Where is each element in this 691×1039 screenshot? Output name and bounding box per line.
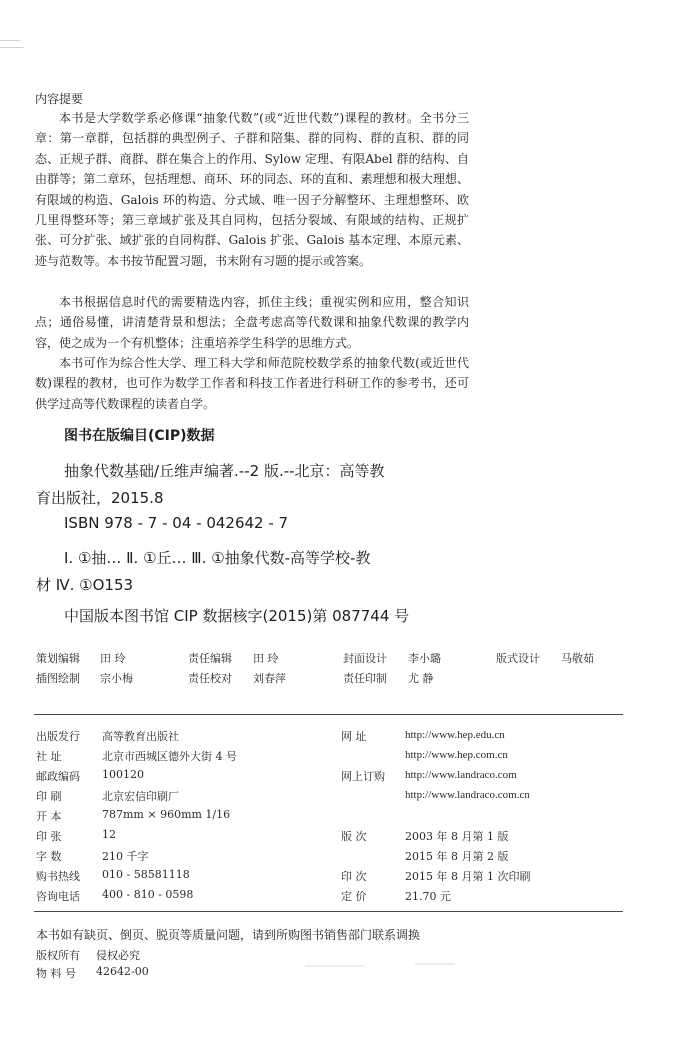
pub-value: 100120 [102, 768, 144, 781]
rights-label: 版权所有 [36, 949, 80, 962]
divider-top [34, 714, 623, 715]
cip-record-number: 中国版本图书馆 CIP 数据核字(2015)第 087744 号 [64, 607, 410, 625]
cip-isbn: ISBN 978 - 7 - 04 - 042642 - 7 [64, 514, 289, 532]
cip-class-line-1: Ⅰ. ①抽… Ⅱ. ①丘… Ⅲ. ①抽象代数-高等学校-教 [64, 549, 371, 567]
staff-role: 责任印制 [343, 672, 387, 685]
scan-mark [305, 965, 365, 967]
pub-label: 定 价 [341, 890, 367, 903]
pub-value: 高等教育出版社 [102, 730, 179, 743]
pub-value: 010 - 58581118 [102, 868, 190, 881]
scan-mark [0, 47, 24, 48]
material-number: 42642-00 [96, 965, 149, 978]
price-value: 21.70 元 [405, 890, 451, 903]
pub-label: 网 址 [341, 730, 367, 743]
pub-label: 邮政编码 [36, 770, 80, 783]
pub-label: 印 刷 [36, 790, 62, 803]
pub-label: 字 数 [36, 850, 62, 863]
staff-role: 策划编辑 [36, 652, 80, 665]
pub-value: 2003 年 8 月第 1 版 [405, 830, 509, 843]
staff-role: 责任校对 [188, 672, 232, 685]
divider-bottom [34, 911, 623, 912]
pub-label: 社 址 [36, 750, 62, 763]
pub-value: 北京宏信印刷厂 [102, 790, 179, 803]
pub-label: 网上订购 [341, 770, 385, 783]
staff-name: 田 玲 [253, 652, 279, 665]
staff-role: 插图绘制 [36, 672, 80, 685]
summary-paragraph-1: 本书是大学数学系必修课“抽象代数”(或“近世代数”)课程的教材。全书分三章：第一章群，包括群的典型例子、子群和陪集、群的同构、群的直积、群的同态、正规子群、商群、群在集合上的作用、Sylow 定理、有限Abel 群的结构、自由群等；第二章环，包括理想、商环、环的同态、环的直和、素理想和极大理想、有限域的构造、Galois 环的构造、分式域、唯一因子分解整环、主理想整环、欧几里得整环等；第三章域扩张及其自同构，包括分裂域、有限域的结构、正规扩张、可分扩张、域扩张的自同构群、Galois 扩张、Galois 基本定理、本原元素、迹与范数等。本书按节配置习题，书末附有习题的提示或答案。 [35, 111, 469, 268]
scan-mark [0, 40, 20, 41]
website-link[interactable]: http://www.hep.com.cn [405, 749, 508, 761]
scan-mark [415, 963, 455, 965]
summary-paragraph-2: 本书根据信息时代的需要精选内容，抓住主线；重视实例和应用，整合知识点；通俗易懂，讲清楚背景和想法；全盘考虑高等代数课和抽象代数课的教学内容，使之成为一个有机整体；注重培养学生科学的思维方式。 [35, 295, 469, 350]
pub-label: 购书热线 [36, 870, 80, 883]
pub-value: 400 - 810 - 0598 [102, 888, 194, 901]
pub-value: 2015 年 8 月第 1 次印刷 [405, 870, 531, 883]
pub-value: 210 千字 [102, 850, 149, 863]
summary-heading: 内容提要 [35, 92, 84, 106]
cip-class-line-2: 材 Ⅳ. ①O153 [36, 576, 134, 594]
staff-name: 刘春萍 [253, 672, 286, 685]
website-link[interactable]: http://www.hep.edu.cn [405, 729, 505, 741]
staff-name: 马敬茹 [561, 652, 594, 665]
rights-value: 侵权必究 [96, 949, 140, 962]
material-label: 物 料 号 [36, 967, 76, 980]
order-link[interactable]: http://www.landraco.com [405, 769, 517, 781]
pub-value: 北京市西城区德外大街 4 号 [102, 750, 237, 763]
pub-label: 出版发行 [36, 730, 80, 743]
staff-role: 责任编辑 [188, 652, 232, 665]
pub-value: 2015 年 8 月第 2 版 [405, 850, 509, 863]
pub-label: 印 次 [341, 870, 367, 883]
staff-name: 李小璐 [408, 652, 441, 665]
staff-role: 封面设计 [343, 652, 387, 665]
order-link[interactable]: http://www.landraco.com.cn [405, 789, 530, 801]
summary-paragraph-3: 本书可作为综合性大学、理工科大学和师范院校数学系的抽象代数(或近世代数)课程的教材，也可作为数学工作者和科技工作者进行科研工作的参考书，还可供学过高等代数课程的读者自学。 [35, 356, 469, 411]
cip-line-2: 育出版社，2015.8 [36, 489, 164, 507]
pub-label: 版 次 [341, 830, 367, 843]
pub-value: 787mm × 960mm 1/16 [102, 808, 231, 821]
staff-role: 版式设计 [496, 652, 540, 665]
cip-heading: 图书在版编目(CIP)数据 [64, 428, 215, 444]
staff-name: 田 玲 [100, 652, 126, 665]
pub-label: 咨询电话 [36, 890, 80, 903]
pub-label: 开 本 [36, 810, 62, 823]
quality-notice: 本书如有缺页、倒页、脱页等质量问题，请到所购图书销售部门联系调换 [36, 928, 421, 942]
pub-label: 印 张 [36, 830, 62, 843]
staff-name: 尤 静 [408, 672, 434, 685]
pub-value: 12 [102, 828, 116, 841]
cip-line-1: 抽象代数基础/丘维声编著.--2 版.--北京：高等教 [64, 462, 385, 480]
staff-name: 宗小梅 [100, 672, 133, 685]
